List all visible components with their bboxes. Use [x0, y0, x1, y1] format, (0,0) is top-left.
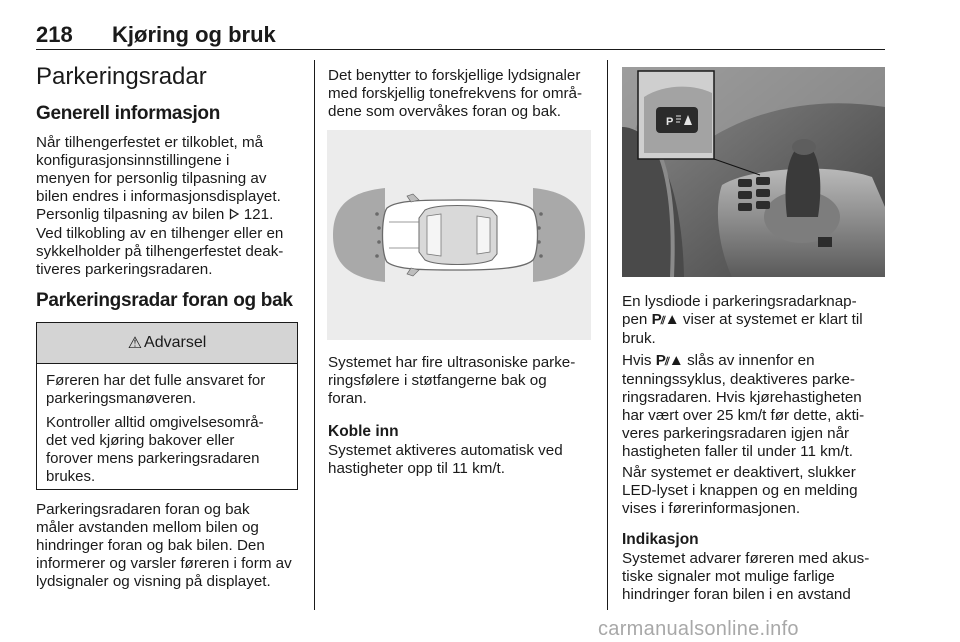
text-line: foran. [328, 390, 367, 407]
paragraph-trailer-deactivate [36, 225, 283, 279]
paragraph-deactivation [622, 352, 864, 461]
text-line: har vært over 25 km/t før dette, akti- [622, 407, 865, 424]
header-rule [36, 49, 885, 50]
parking-symbol-letter: P [651, 311, 661, 328]
warning-paragraph [46, 372, 288, 408]
column-divider-1 [314, 60, 315, 610]
text-line: måler avstanden mellom bilen og [36, 519, 259, 536]
text-line: Føreren har det fulle ansvaret for [46, 372, 266, 389]
subheading-activate: Koble inn [328, 423, 399, 440]
page-reference-link[interactable]: 121. [243, 206, 274, 223]
text-line: Kontroller alltid omgivelsesområ- [46, 414, 264, 431]
text-line [622, 352, 864, 371]
warning-body [37, 364, 297, 500]
car-top-view [383, 194, 538, 276]
text-line [36, 206, 281, 224]
text-line: Når tilhengerfestet er tilkoblet, må [36, 134, 264, 151]
text-line: konfigurasjonsinnstillingene i [36, 152, 230, 169]
subheading-front-rear: Parkeringsradar foran og bak [36, 290, 293, 311]
paragraph-disabled-state [622, 464, 858, 518]
text-line: vises i førerinformasjonen. [622, 500, 801, 517]
paragraph-sensors [328, 354, 575, 408]
text-line: tenningssyklus, deaktiveres parke- [622, 371, 855, 388]
text-line: parkeringsmanøveren. [46, 390, 197, 407]
watermark: carmanualsonline.info [598, 618, 799, 640]
warning-title: Advarsel [144, 334, 207, 351]
text-line: ringsradaren. Hvis kjørehastigheten [622, 389, 862, 406]
text-line: Når systemet er deaktivert, slukker [622, 464, 856, 481]
parking-button-label: P [666, 116, 674, 128]
text-line: Det benytter to forskjellige lydsignaler [328, 67, 581, 84]
text-fragment: Personlig tilpasning av bilen [36, 206, 229, 223]
parking-assist-icon: P⫽▲ [655, 352, 683, 369]
page-reference-arrow-icon [229, 208, 240, 220]
text-line: tiske signaler mot mulige farlige [622, 568, 835, 585]
main-heading: Parkeringsradar [36, 63, 207, 90]
text-line: Parkeringsradaren foran og bak [36, 501, 250, 518]
text-fragment: pen [622, 311, 652, 328]
text-line: LED-lyset i knappen og en melding [622, 482, 858, 499]
subheading-general: Generell informasjon [36, 103, 221, 124]
console-photo [622, 67, 885, 277]
text-line: tiveres parkeringsradaren. [36, 261, 213, 278]
text-line: En lysdiode i parkeringsradarknap- [622, 293, 857, 310]
paragraph-sound-signals [328, 67, 582, 121]
warning-paragraph [46, 414, 288, 486]
paragraph-indication [622, 550, 869, 604]
text-fragment: viser at systemet er klart til [678, 311, 863, 328]
text-line: med forskjellig tonefrekvens for områ- [328, 85, 583, 102]
text-line: brukes. [46, 468, 96, 485]
column-divider-2 [607, 60, 608, 610]
text-line: Systemet advarer føreren med akus- [622, 550, 870, 567]
text-line: lydsignaler og visning på displayet. [36, 573, 271, 590]
text-line: sykkelholder på tilhengerfestet deak- [36, 243, 284, 260]
text-line: hindringer foran og bak bilen. Den [36, 537, 265, 554]
parking-button [656, 107, 698, 133]
text-line: forover mens parkeringsradaren [46, 450, 260, 467]
page-number: 218 [36, 22, 73, 47]
parking-sensor-diagram [327, 130, 591, 340]
warning-triangle-icon: ⚠ [127, 335, 143, 352]
text-line: Systemet har fire ultrasoniske parke- [328, 354, 576, 371]
text-line: Systemet aktiveres automatisk ved [328, 442, 563, 459]
parking-assist-icon: P⫽▲ [651, 311, 679, 328]
text-line: hindringer foran bilen i en avstand [622, 586, 851, 603]
section-title: Kjøring og bruk [112, 22, 276, 47]
text-line: veres parkeringsradaren igjen når [622, 425, 850, 442]
text-line: ringsfølere i støtfangerne bak og [328, 372, 547, 389]
text-line: dene som overvåkes foran og bak. [328, 103, 562, 120]
paragraph-trailer-config [36, 134, 281, 224]
text-line: hastigheter opp til 11 km/t. [328, 460, 505, 477]
subheading-indication: Indikasjon [622, 531, 699, 548]
text-line: menyen for personlig tilpasning av [36, 170, 267, 187]
paragraph-radar-description [36, 501, 292, 591]
paragraph-led [622, 293, 863, 348]
text-fragment: Hvis [622, 352, 656, 369]
warning-header [37, 323, 297, 364]
warning-box [36, 322, 298, 490]
paragraph-activation [328, 442, 563, 478]
text-line: informerer og varsler føreren i form av [36, 555, 292, 572]
text-line: bilen endres i informasjonsdisplayet. [36, 188, 281, 205]
text-fragment: slås av innenfor en [682, 352, 815, 369]
text-line: hastigheten faller til under 11 km/t. [622, 443, 854, 460]
text-line [622, 311, 863, 330]
text-line: bruk. [622, 330, 656, 347]
parking-symbol-letter: P [655, 352, 665, 369]
text-line: Ved tilkobling av en tilhenger eller en [36, 225, 284, 242]
text-line: det ved kjøring bakover eller [46, 432, 235, 449]
